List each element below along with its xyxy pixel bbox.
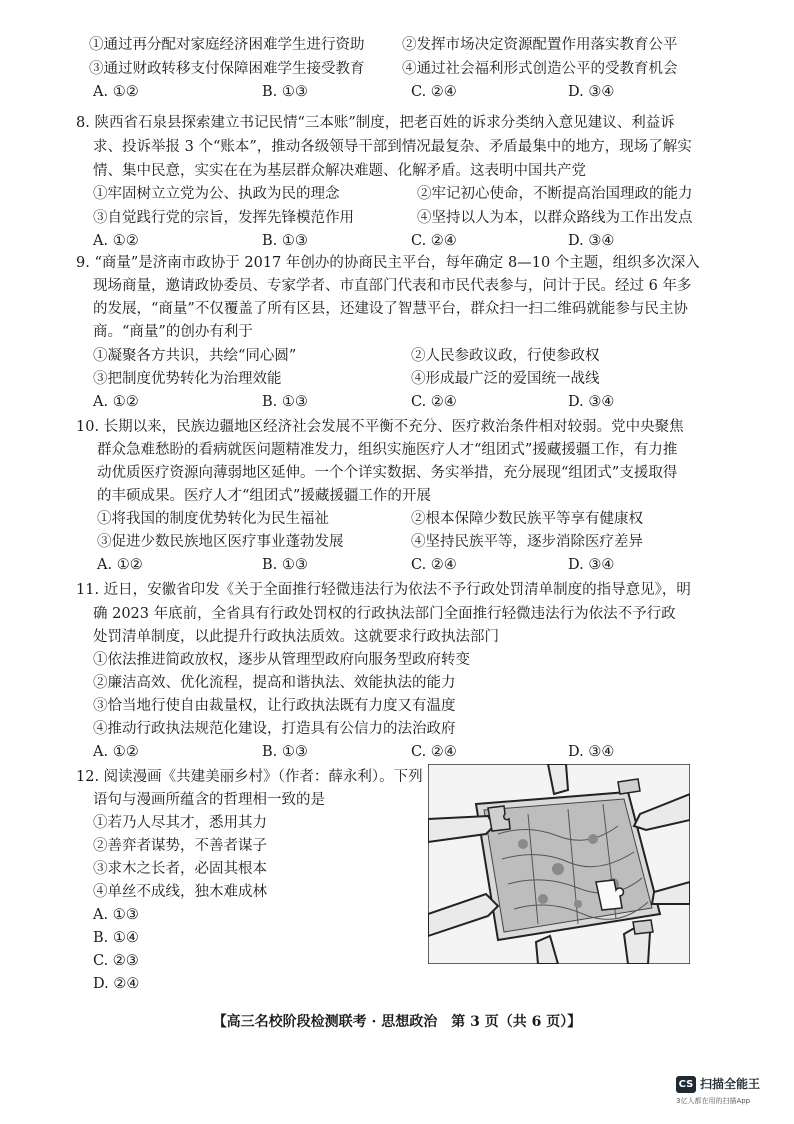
q12-option-a: A. ①③ bbox=[93, 907, 139, 923]
q9-statement-3: ③把制度优势转化为治理效能 bbox=[93, 371, 282, 387]
q11-statement-4: ④推动行政执法规范化建设，打造具有公信力的法治政府 bbox=[93, 721, 456, 737]
q10-statement-1: ①将我国的制度优势转化为民生福祉 bbox=[97, 511, 329, 527]
q10-stem-line-1: 10. 长期以来，民族边疆地区经济社会发展不平衡不充分、医疗救治条件相对较弱。党中央聚焦 bbox=[76, 419, 684, 435]
q12-statement-3: ③求木之长者，必固其根本 bbox=[93, 861, 267, 877]
q11-statement-3: ③恰当地行使自由裁量权，让行政执法既有力度又有温度 bbox=[93, 698, 456, 714]
q10-stem-line-4: 的丰硕成果。医疗人才“组团式”援藏援疆工作的开展 bbox=[97, 488, 431, 504]
q7-statement-1: ①通过再分配对家庭经济困难学生进行资助 bbox=[89, 37, 365, 53]
q12-statement-2: ②善弈者谋势，不善者谋子 bbox=[93, 838, 267, 854]
q8-option-b: B. ①③ bbox=[262, 233, 308, 249]
comic-illustration bbox=[428, 764, 690, 964]
q10-option-c: C. ②④ bbox=[411, 557, 457, 573]
q7-option-a: A. ①② bbox=[93, 84, 139, 100]
q11-statement-2: ②廉洁高效、优化流程，提高和谐执法、效能执法的能力 bbox=[93, 675, 456, 691]
camscanner-tagline: 3亿人都在用的扫描App bbox=[676, 1097, 751, 1105]
q7-option-d: D. ③④ bbox=[568, 84, 615, 100]
q10-statement-4: ④坚持民族平等，逐步消除医疗差异 bbox=[411, 534, 643, 550]
q7-option-c: C. ②④ bbox=[411, 84, 457, 100]
q11-option-c: C. ②④ bbox=[411, 744, 457, 760]
q9-stem-line-3: 的发展，“商量”不仅覆盖了所有区县，还建设了智慧平台，群众扫一扫二维码就能参与民主协 bbox=[93, 301, 688, 317]
q8-option-c: C. ②④ bbox=[411, 233, 457, 249]
q11-option-b: B. ①③ bbox=[262, 744, 308, 760]
q9-option-d: D. ③④ bbox=[568, 394, 615, 410]
q10-option-b: B. ①③ bbox=[262, 557, 308, 573]
q9-stem-line-2: 现场商量，邀请政协委员、专家学者、市直部门代表和市民代表参与，问计于民。经过 6 年多 bbox=[93, 278, 692, 294]
camscanner-name: 扫描全能王 bbox=[700, 1077, 761, 1091]
q8-statement-3: ③自觉践行党的宗旨，发挥先锋模范作用 bbox=[93, 210, 354, 226]
q11-stem-line-1: 11. 近日，安徽省印发《关于全面推行轻微违法行为依法不予行政处罚清单制度的指导意见》，明 bbox=[76, 582, 691, 598]
q8-statement-1: ①牢固树立立党为公、执政为民的理念 bbox=[93, 186, 340, 202]
q9-statement-4: ④形成最广泛的爱国统一战线 bbox=[411, 371, 600, 387]
q10-stem-line-2: 群众急难愁盼的看病就医问题精准发力，组织实施医疗人才“组团式”援藏援疆工作，有力推 bbox=[97, 442, 678, 458]
q11-option-d: D. ③④ bbox=[568, 744, 615, 760]
q9-stem-line-4: 商。“商量”的创办有利于 bbox=[93, 324, 253, 340]
q11-stem-line-2: 确 2023 年底前，全省具有行政处罚权的行政执法部门全面推行轻微违法行为依法不予行政 bbox=[93, 606, 676, 622]
q8-option-a: A. ①② bbox=[93, 233, 139, 249]
q12-stem-line-1: 12. 阅读漫画《共建美丽乡村》（作者：薛永利）。下列 bbox=[76, 769, 423, 785]
q9-stem-line-1: 9. “商量”是济南市政协于 2017 年创办的协商民主平台，每年确定 8—10 个主题，组织多次深入 bbox=[76, 255, 700, 271]
page-footer: 【高三名校阶段检测联考 · 思想政治 第 3 页（共 6 页）】 bbox=[212, 1014, 582, 1030]
q12-stem-line-2: 语句与漫画所蕴含的哲理相一致的是 bbox=[93, 792, 325, 808]
q8-option-d: D. ③④ bbox=[568, 233, 615, 249]
q12-statement-4: ④单丝不成线，独木难成林 bbox=[93, 884, 267, 900]
q9-statement-2: ②人民参政议政，行使参政权 bbox=[411, 348, 600, 364]
q9-option-c: C. ②④ bbox=[411, 394, 457, 410]
q10-option-d: D. ③④ bbox=[568, 557, 615, 573]
q10-option-a: A. ①② bbox=[97, 557, 143, 573]
q7-statement-3: ③通过财政转移支付保障困难学生接受教育 bbox=[89, 61, 365, 77]
q8-stem-line-2: 求、投诉举报 3 个“账本”，推动各级领导干部到情况最复杂、矛盾最集中的地方，现场了解实 bbox=[93, 139, 692, 155]
q7-option-b: B. ①③ bbox=[262, 84, 308, 100]
q12-statement-1: ①若乃人尽其才，悉用其力 bbox=[93, 815, 267, 831]
camscanner-logo-icon: CS bbox=[676, 1076, 696, 1093]
q10-statement-3: ③促进少数民族地区医疗事业蓬勃发展 bbox=[97, 534, 344, 550]
q8-statement-2: ②牢记初心使命，不断提高治国理政的能力 bbox=[417, 186, 693, 202]
q8-statement-4: ④坚持以人为本，以群众路线为工作出发点 bbox=[417, 210, 693, 226]
q12-option-b: B. ①④ bbox=[93, 930, 139, 946]
q11-option-a: A. ①② bbox=[93, 744, 139, 760]
q11-statement-1: ①依法推进简政放权，逐步从管理型政府向服务型政府转变 bbox=[93, 652, 470, 668]
q10-stem-line-3: 动优质医疗资源向薄弱地区延伸。一个个详实数据、务实举措，充分展现“组团式”支援取得 bbox=[97, 465, 678, 481]
q12-option-d: D. ②④ bbox=[93, 976, 140, 992]
q7-statement-4: ④通过社会福利形式创造公平的受教育机会 bbox=[402, 61, 678, 77]
q9-option-b: B. ①③ bbox=[262, 394, 308, 410]
q12-option-c: C. ②③ bbox=[93, 953, 139, 969]
q8-stem-line-3: 情、集中民意，实实在在为基层群众解决难题、化解矛盾。这表明中国共产党 bbox=[93, 163, 586, 179]
q9-option-a: A. ①② bbox=[93, 394, 139, 410]
q9-statement-1: ①凝聚各方共识，共绘“同心圆” bbox=[93, 348, 297, 364]
q7-statement-2: ②发挥市场决定资源配置作用落实教育公平 bbox=[402, 37, 678, 53]
q10-statement-2: ②根本保障少数民族平等享有健康权 bbox=[411, 511, 643, 527]
q8-stem-line-1: 8. 陕西省石泉县探索建立书记民情“三本账”制度，把老百姓的诉求分类纳入意见建议、利益诉 bbox=[76, 115, 675, 131]
q11-stem-line-3: 处罚清单制度，以此提升行政执法质效。这就要求行政执法部门 bbox=[93, 629, 499, 645]
